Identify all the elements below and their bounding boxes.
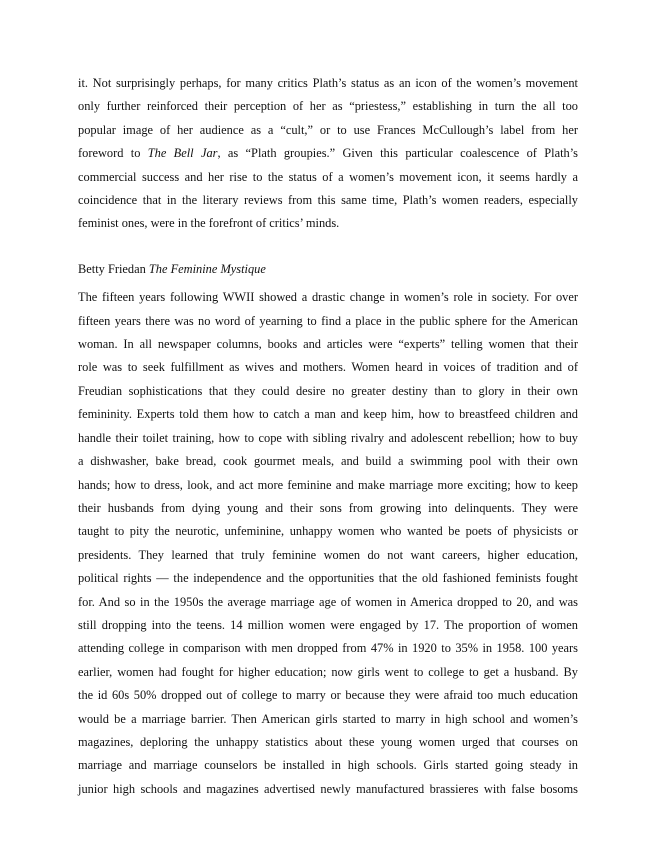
text-line: fifteen years there was no word of yearning to find a place in the public sphere for the American — [78, 313, 578, 328]
heading-book-title: The Feminine Mystique — [148, 261, 266, 276]
text-line: a dishwasher, bake bread, cook gourmet meals, and build a swimming pool with their own — [78, 454, 578, 469]
text-line: marriage and marriage counselors be installed in high schools. Girls started going steady in — [78, 758, 578, 773]
text-line: commercial success and her rise to the status of a women’s movement icon, it seems hardly a — [78, 169, 578, 184]
document-page — [78, 72, 578, 801]
text-line: only further reinforced their perception of her as “priestess,” establishing in turn the all too — [78, 99, 578, 114]
text-line: still dropping into the teens. 14 million women were engaged by 17. The proportion of women — [78, 617, 578, 632]
text-line: junior high schools and magazines advertised newly manufactured brassieres with false bosoms — [78, 781, 578, 796]
text-line: coincidence that in the literary reviews from this same time, Plath’s women readers, especially — [78, 193, 578, 208]
text-line: political rights — the independence and the opportunities that the old fashioned feminists fought — [78, 571, 578, 586]
text-line: the id 60s 50% dropped out of college to marry or because they were afraid too much education — [78, 688, 578, 703]
text-line: The fifteen years following WWII showed a drastic change in women’s role in society. For over — [78, 290, 578, 305]
text-line: hands; how to dress, look, and act more feminine and make marriage more exciting; how to keep — [78, 477, 578, 492]
text-line: presidents. They learned that truly feminine women do not want careers, higher education, — [78, 547, 578, 562]
book-title-bell-jar: The Bell Jar — [147, 146, 218, 161]
text-line: role was to seek fulfillment as wives and mothers. Women heard in voices of tradition and of — [78, 360, 578, 375]
text-line: handle their toilet training, how to cope with sibling rivalry and adolescent rebellion; how to buy — [78, 430, 578, 445]
text-line: taught to pity the neurotic, unfeminine, unhappy women who wanted be poets of physicists or — [78, 524, 578, 539]
paragraph-plath-reception — [78, 72, 578, 236]
text-line: earlier, women had fought for higher education; now girls went to college to get a husband. By — [78, 664, 578, 679]
text-line: would be a marriage barrier. Then American girls started to marry in high school and women’s — [78, 711, 578, 726]
text-line: attending college in comparison with men dropped from 47% in 1920 to 35% in 1958. 100 years — [78, 641, 578, 656]
text-line: magazines, deploring the unhappy statistics about these young women urged that courses on — [78, 734, 578, 749]
text-line: Freudian sophistications that they could desire no greater destiny than to glory in their own — [78, 383, 578, 398]
text-line: feminist ones, were in the forefront of critics’ minds. — [78, 216, 340, 231]
text-line: woman. In all newspaper columns, books and articles were “experts” telling women that their — [78, 337, 578, 352]
text-line: for. And so in the 1950s the average marriage age of women in America dropped to 20, and was — [78, 594, 578, 609]
text-line-with-title: foreword to The Bell Jar, as “Plath groupies.” Given this particular coalescence of Plath’s — [78, 146, 578, 161]
text-line: popular image of her audience as a “cult,” or to use Frances McCullough’s label from her — [78, 122, 578, 137]
section-heading — [78, 258, 578, 281]
paragraph-feminine-mystique — [78, 286, 578, 801]
heading-author: Betty Friedan — [78, 261, 149, 276]
text-line: it. Not surprisingly perhaps, for many critics Plath’s status as an icon of the women’s movement — [78, 76, 578, 90]
text-line: femininity. Experts told them how to catch a man and keep him, how to breastfeed children and — [78, 407, 578, 422]
text-line: their husbands from dying young and their sons from growing into delinquents. They were — [78, 500, 578, 515]
